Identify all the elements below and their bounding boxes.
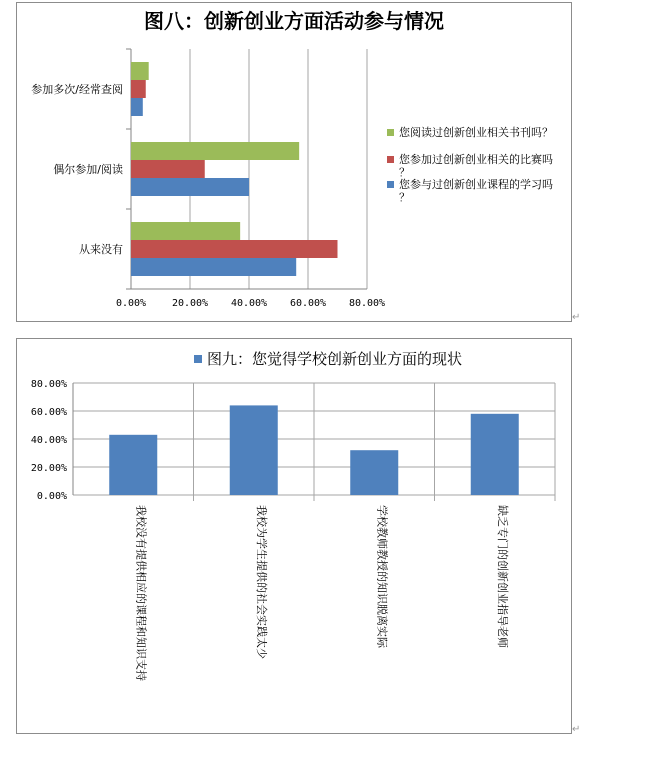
bar	[131, 142, 299, 160]
legend-swatch	[387, 156, 394, 163]
y-tick-label: 40.00%	[30, 435, 67, 446]
y-tick-label: 60.00%	[30, 407, 67, 418]
bar	[131, 222, 240, 240]
chart-activity-participation	[16, 2, 572, 322]
chart-activity-svg	[17, 3, 571, 321]
bar	[131, 178, 249, 196]
bar	[131, 98, 143, 116]
bar	[131, 258, 296, 276]
paragraph-mark: ↵	[572, 312, 581, 323]
bar	[109, 435, 157, 495]
legend-label: 您参与过创新创业课程的学习吗？	[399, 178, 553, 204]
x-tick-label: 20.00%	[171, 298, 209, 309]
bar	[471, 414, 519, 495]
x-tick-label: 40.00%	[230, 298, 268, 309]
bar	[131, 160, 205, 178]
legend-swatch	[387, 181, 394, 188]
chart-title: 图九：您觉得学校创新创业方面的现状	[207, 350, 463, 368]
bar	[131, 62, 149, 80]
x-tick-label: 80.00%	[348, 298, 386, 309]
legend-swatch	[387, 129, 394, 136]
legend-swatch	[194, 355, 202, 363]
chart-status-svg	[17, 339, 571, 733]
bar	[230, 405, 278, 495]
category-label: 偶尔参加/阅读	[53, 163, 123, 176]
bar	[131, 80, 146, 98]
paragraph-mark: ↵	[572, 724, 581, 735]
bar	[350, 450, 398, 495]
x-tick-label: 60.00%	[289, 298, 327, 309]
x-tick-label: 0.00%	[115, 298, 147, 309]
category-label: 缺乏专门的创新创业指导老师	[495, 505, 509, 648]
chart-school-status	[16, 338, 572, 734]
category-label: 我校没有提供相应的课程和知识支持	[134, 505, 148, 681]
bar	[131, 240, 338, 258]
category-label: 学校教师教授的知识脱离实际	[375, 505, 389, 648]
legend-label: 您阅读过创新创业相关书刊吗？	[399, 126, 553, 139]
y-tick-label: 20.00%	[30, 463, 67, 474]
legend-label: 您参加过创新创业相关的比赛吗？	[399, 153, 553, 179]
category-label: 参加多次/经常查阅	[31, 83, 123, 96]
chart-title: 图八：创新创业方面活动参与情况	[144, 9, 444, 33]
category-label: 我校为学生提供的社会实践太少	[254, 505, 268, 659]
y-tick-label: 80.00%	[30, 379, 67, 390]
category-label: 从来没有	[79, 243, 123, 256]
y-tick-label: 0.00%	[36, 491, 67, 502]
